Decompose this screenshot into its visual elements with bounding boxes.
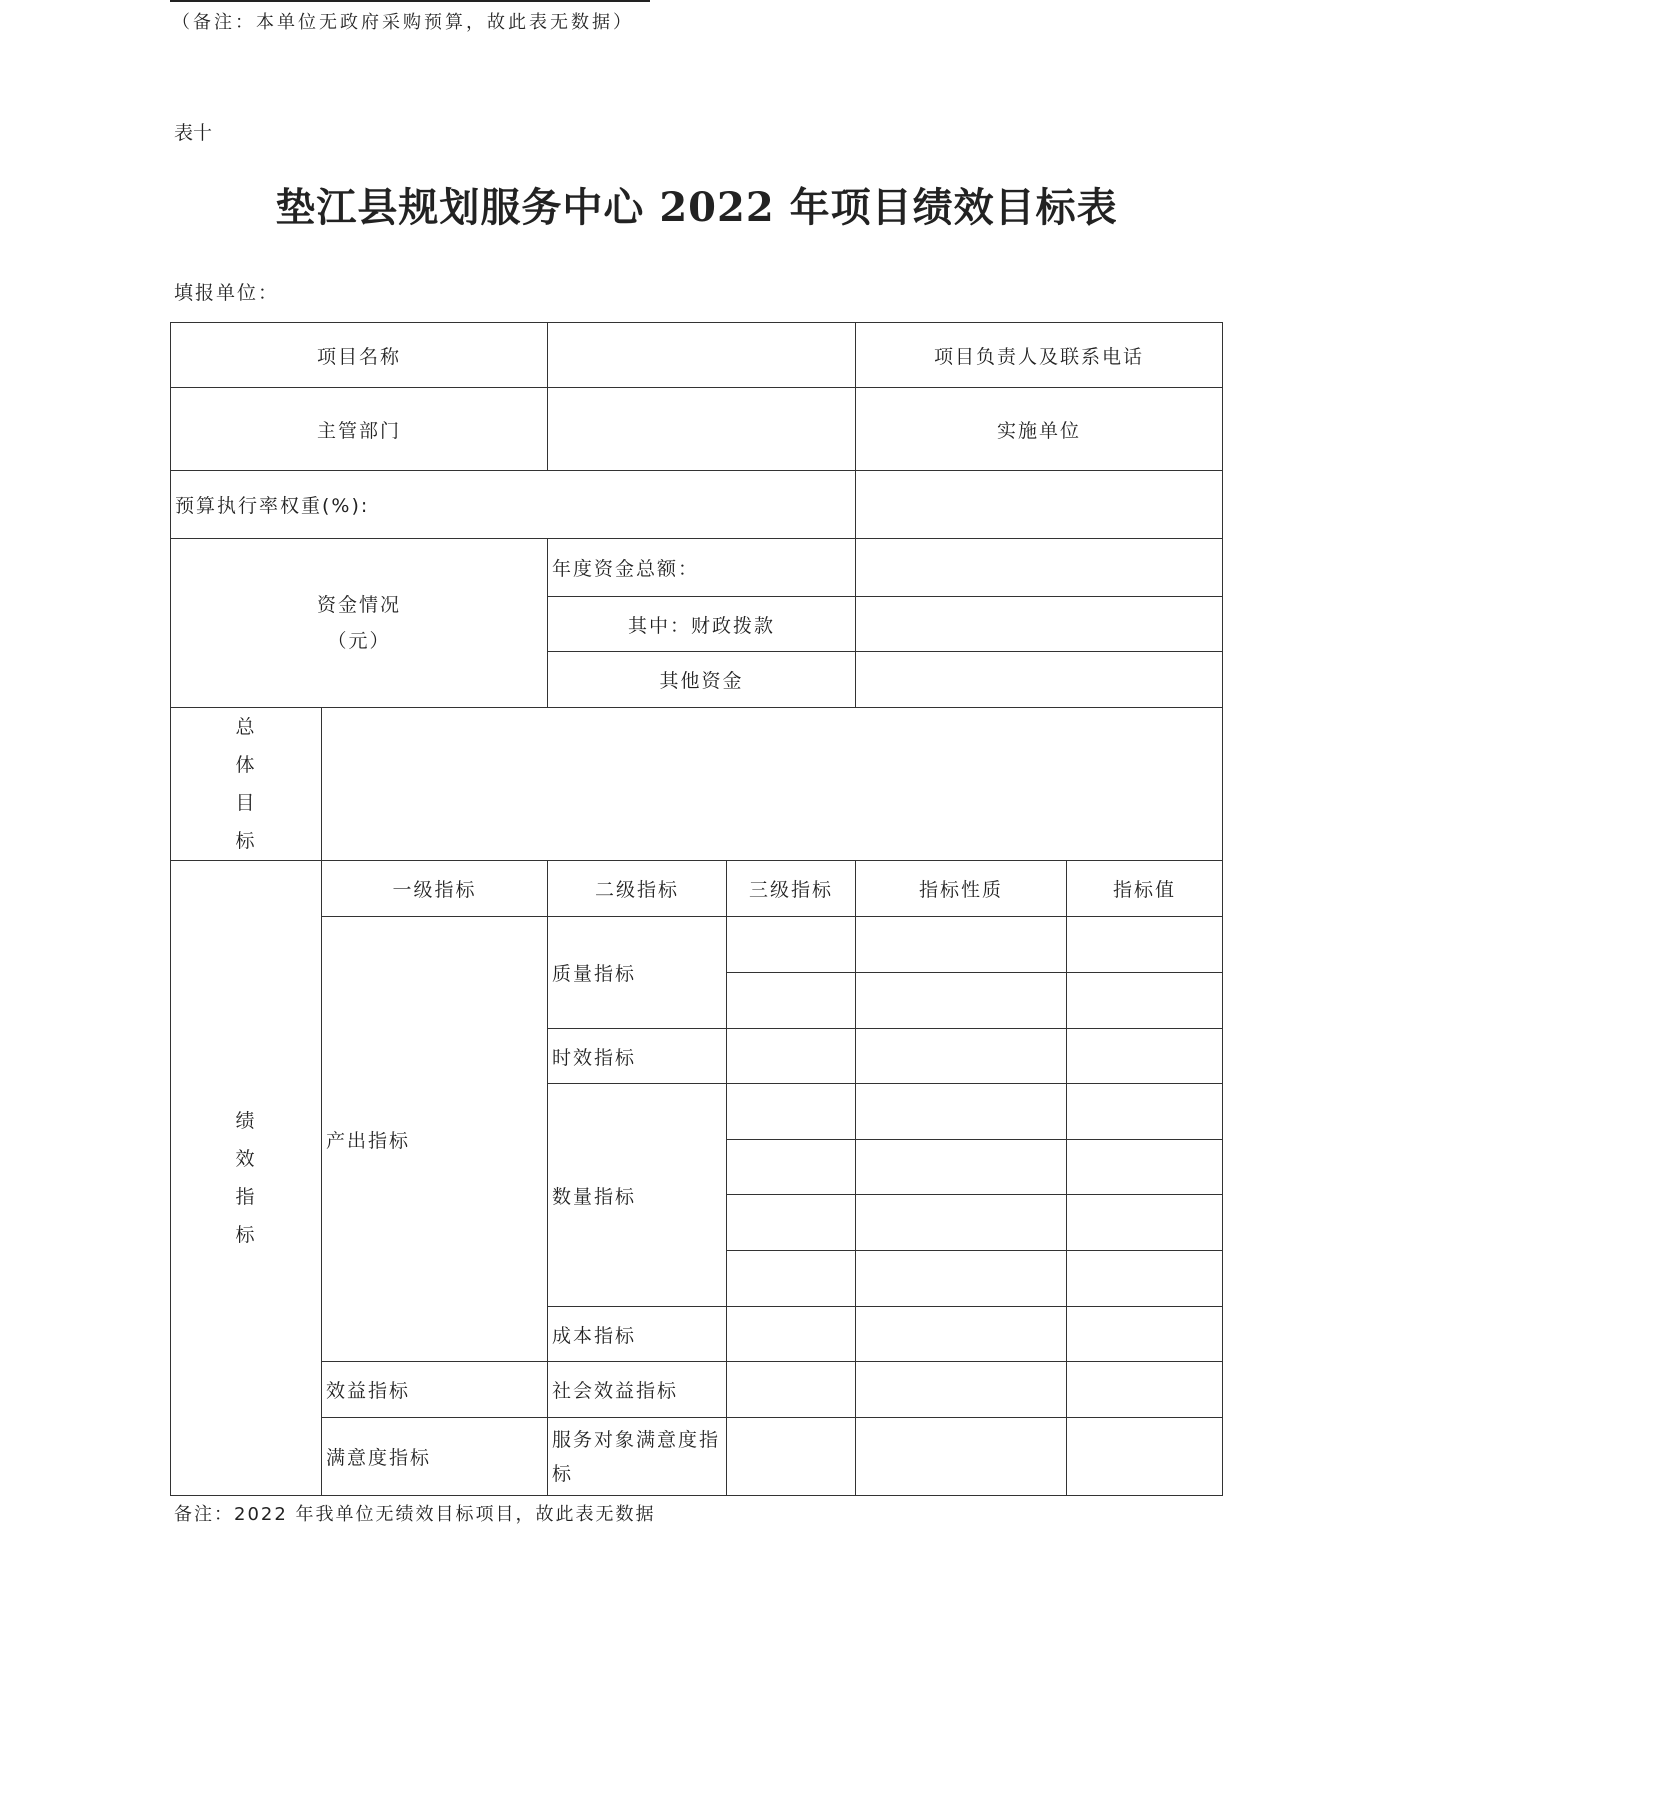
- overall-goal-char: 目: [235, 792, 257, 814]
- funds-label-line2: （元）: [327, 630, 391, 652]
- perf-label-char: 绩: [235, 1110, 257, 1132]
- funds-label-line1: 资金情况: [317, 594, 402, 616]
- cell[interactable]: [856, 1140, 1067, 1195]
- cell[interactable]: [1067, 1084, 1223, 1140]
- project-name-label: 项目名称: [171, 323, 548, 388]
- perf-label-char: 标: [235, 1224, 257, 1246]
- overall-goal-value[interactable]: [322, 708, 1223, 861]
- satisfaction-indicator-label: 满意度指标: [322, 1418, 548, 1496]
- cell[interactable]: [856, 1418, 1067, 1496]
- cell[interactable]: [1067, 1140, 1223, 1195]
- cell[interactable]: [1067, 1195, 1223, 1251]
- cell[interactable]: [856, 1195, 1067, 1251]
- overall-goal-label: [171, 708, 322, 861]
- cell[interactable]: [856, 1084, 1067, 1140]
- impl-unit-label: 实施单位: [856, 388, 1223, 471]
- cell[interactable]: [727, 973, 856, 1029]
- cell[interactable]: [727, 1362, 856, 1418]
- performance-goal-table: [170, 322, 1223, 1496]
- project-owner-phone-label: 项目负责人及联系电话: [856, 323, 1223, 388]
- cell[interactable]: [856, 917, 1067, 973]
- cell[interactable]: [1067, 973, 1223, 1029]
- other-funds-label: 其他资金: [548, 652, 856, 708]
- overall-goal-char: 总: [235, 716, 257, 738]
- budget-weight-value[interactable]: [856, 471, 1223, 539]
- note-bottom: 备注：2022 年我单位无绩效目标项目，故此表无数据: [174, 1504, 656, 1525]
- page-title: 垫江县规划服务中心 2022 年项目绩效目标表: [275, 184, 1118, 231]
- cell[interactable]: [727, 1251, 856, 1307]
- note-top: （备注：本单位无政府采购预算，故此表无数据）: [172, 12, 634, 33]
- filler-unit-label: 填报单位：: [174, 282, 280, 304]
- social-benefit-label: 社会效益指标: [548, 1362, 727, 1418]
- fiscal-value[interactable]: [856, 597, 1223, 652]
- service-satisfaction-label: 服务对象满意度指标: [548, 1418, 727, 1496]
- cost-indicator-label: 成本指标: [548, 1307, 727, 1362]
- cell[interactable]: [727, 1140, 856, 1195]
- cell[interactable]: [727, 1084, 856, 1140]
- cell[interactable]: [727, 1307, 856, 1362]
- annual-total-label: 年度资金总额：: [548, 539, 856, 597]
- budget-weight-label: 预算执行率权重(%):: [171, 471, 856, 539]
- other-funds-value[interactable]: [856, 652, 1223, 708]
- header-nature: 指标性质: [856, 861, 1067, 917]
- header-level2: 二级指标: [548, 861, 727, 917]
- header-value: 指标值: [1067, 861, 1223, 917]
- overall-goal-char: 体: [235, 754, 257, 776]
- cell[interactable]: [1067, 1307, 1223, 1362]
- timeliness-indicator-label: 时效指标: [548, 1029, 727, 1084]
- cell[interactable]: [856, 1251, 1067, 1307]
- cell[interactable]: [856, 1362, 1067, 1418]
- cell[interactable]: [1067, 1418, 1223, 1496]
- header-level3: 三级指标: [727, 861, 856, 917]
- cell[interactable]: [727, 1418, 856, 1496]
- annual-total-value[interactable]: [856, 539, 1223, 597]
- benefit-indicator-label: 效益指标: [322, 1362, 548, 1418]
- fiscal-label: 其中：财政拨款: [548, 597, 856, 652]
- cell[interactable]: [1067, 1251, 1223, 1307]
- table-label: 表十: [174, 122, 213, 144]
- quality-indicator-label: 质量指标: [548, 917, 727, 1029]
- dept-label: 主管部门: [171, 388, 548, 471]
- perf-label-char: 效: [235, 1148, 257, 1170]
- cell[interactable]: [727, 1195, 856, 1251]
- cell[interactable]: [1067, 1362, 1223, 1418]
- cell[interactable]: [727, 1029, 856, 1084]
- project-name-value[interactable]: [548, 323, 856, 388]
- cell[interactable]: [856, 973, 1067, 1029]
- perf-label-char: 指: [235, 1186, 257, 1208]
- cell[interactable]: [727, 917, 856, 973]
- top-rule: [170, 0, 650, 2]
- funds-label: [171, 539, 548, 708]
- cell[interactable]: [856, 1307, 1067, 1362]
- dept-value[interactable]: [548, 388, 856, 471]
- quantity-indicator-label: 数量指标: [548, 1084, 727, 1307]
- perf-indicator-label: [171, 861, 322, 1496]
- cell[interactable]: [1067, 917, 1223, 973]
- overall-goal-char: 标: [235, 830, 257, 852]
- cell[interactable]: [856, 1029, 1067, 1084]
- output-indicator-label: 产出指标: [322, 917, 548, 1362]
- cell[interactable]: [1067, 1029, 1223, 1084]
- header-level1: 一级指标: [322, 861, 548, 917]
